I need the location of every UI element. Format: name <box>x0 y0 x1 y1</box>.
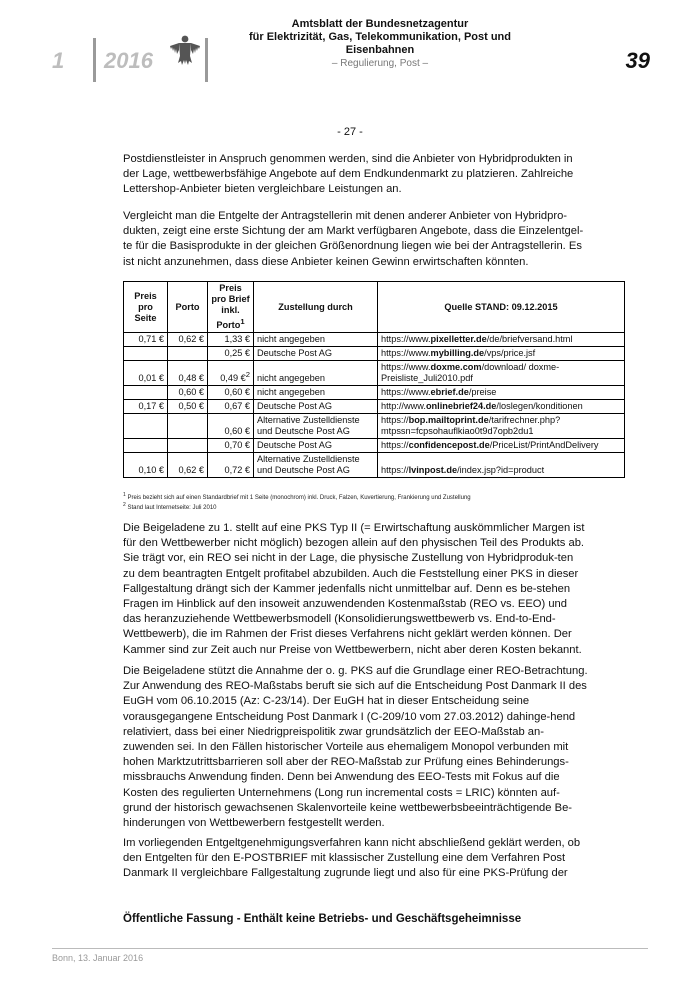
gazette-subtitle: – Regulierung, Post – <box>331 58 429 69</box>
section-heading: Öffentliche Fassung - Enthält keine Betriebs- und Geschäftsgeheimnisse <box>123 913 522 925</box>
price-per-letter-cell <box>208 400 254 414</box>
porto-cell: 0,62 € <box>168 453 208 478</box>
price-per-letter-cell <box>208 439 254 453</box>
footnote-text: Preis bezieht sich auf einen Standardbrief mit 1 Seite (monochrom) inkl. Druck, Falzen, Kuvertierung, Frankierung und Zustellung <box>125 495 471 501</box>
table-row <box>124 414 625 439</box>
price-per-page-cell: 0,17 € <box>124 400 168 414</box>
body-paragraph: Vergleicht man die Entgelte der Antragstellerin mit denen anderer Anbieter von Hybridpro-dukten, zeigt eine erste Sichtung der am Markt verfügbaren Angebote, dass die Einzelentgel-te für die Basisprodukte in der gleichen Größenordnung liegen wie bei der Antragstellerin. Es ist nicht anzunehmen, dass diese Anbieter keinen Gewinn erwirtschaften könnten. <box>123 210 584 268</box>
source-url-part: https:// <box>381 465 409 476</box>
source-url-cell <box>378 400 625 414</box>
column-header: Porto <box>168 282 208 333</box>
source-url-part: /de/briefversand.html <box>486 334 573 345</box>
column-header: Quelle STAND: 09.12.2015 <box>378 282 625 333</box>
price-comparison-table <box>123 281 625 478</box>
source-url-cell <box>378 386 625 400</box>
source-url-part: /tarifrechner.php? mtpssn=fcpsohauflkiao0t9d7opb2du1 <box>381 415 561 437</box>
price-per-letter-cell <box>208 347 254 361</box>
source-url-part: ebrief.de <box>430 387 469 398</box>
porto-cell: 0,62 € <box>168 333 208 347</box>
source-url-part: bop.mailtoprint.de <box>408 415 489 426</box>
footer-date: Bonn, 13. Januar 2016 <box>52 953 144 963</box>
porto-cell <box>168 414 208 439</box>
footnote-text: Stand laut Internetseite: Juli 2010 <box>125 505 217 511</box>
price-value: 0,60 € <box>224 426 250 437</box>
source-url-part: /preise <box>468 387 497 398</box>
source-url-part: https:// <box>381 415 409 426</box>
price-per-letter-cell <box>208 386 254 400</box>
delivery-cell: Deutsche Post AG <box>254 400 378 414</box>
delivery-cell: Alternative Zustelldienste und Deutsche Post AG <box>254 414 378 439</box>
delivery-cell: nicht angegeben <box>254 361 378 386</box>
body-paragraph: Die Beigeladene stützt die Annahme der o. g. PKS auf die Grundlage einer REO-Betrachtung. Zur Anwendung des REO-Maßstabs beruft sie sich auf die Entscheidung Post Danmark II des EuGH vom 06.10.2015 (Az: C-23/14). Der EuGH hat in dieser Entscheidung seine vorausgegangene Entscheidung Post Danmark I (C-209/10 vom 27.03.2012) dahinge-hend relativiert, dass bei einer Niedrigpreispolitik zwar grundsätzlich der EEO-Maßstab an-zuwenden sei. In den Fällen historischer Vorteile aus ehemaligem Monopol verbunden mit hohen Marktzutrittsbarrieren soll aber der REO-Maßstab zur Prüfung eines Behinderungs-missbrauchs Anwendung finden. Denn bei Anwendung des EEO-Tests mit Fokus auf die Kosten des regulierten Unternehmens (Long run incremental costs = LRIC) könnten auf-grund der historisch gewachsenen Skalenvorteile keine wettbewerbsbeeinträchtigende Be-hinderungen von Wettbewerbern festgestellt werden. <box>123 665 588 830</box>
table-footnotes <box>123 492 471 512</box>
federal-eagle-icon <box>169 34 201 70</box>
delivery-cell: nicht angegeben <box>254 333 378 347</box>
porto-cell: 0,48 € <box>168 361 208 386</box>
table-header-row <box>124 282 625 333</box>
source-url-part: /download/ doxme-Preisliste_Juli2010.pdf <box>381 362 560 384</box>
source-url-part: http://www. <box>381 401 426 412</box>
page-number: 39 <box>625 48 650 73</box>
source-url-cell <box>378 414 625 439</box>
price-per-page-cell: 0,01 € <box>124 361 168 386</box>
footnote-ref: 1 <box>240 317 245 326</box>
source-url-part: mybilling.de <box>430 348 485 359</box>
porto-cell <box>168 347 208 361</box>
footnote <box>123 502 471 512</box>
table-row <box>124 347 625 361</box>
issue-year: 2016 <box>104 48 153 73</box>
price-per-page-cell <box>124 386 168 400</box>
header-divider <box>93 38 96 82</box>
source-url-part: https://www. <box>381 387 431 398</box>
table-row <box>124 400 625 414</box>
price-value: 0,60 € <box>224 387 250 398</box>
price-value: 0,49 € <box>220 373 246 384</box>
source-url-cell <box>378 453 625 478</box>
price-value: 0,70 € <box>224 440 250 451</box>
page-marker: - 27 - <box>337 126 363 138</box>
footer-divider <box>52 948 648 949</box>
delivery-cell: Alternative Zustelldienste und Deutsche Post AG <box>254 453 378 478</box>
source-url-part: confidencepost.de <box>408 440 490 451</box>
source-url-part: doxme.com <box>430 362 482 373</box>
footnote-ref: 2 <box>245 370 250 379</box>
source-url-cell <box>378 333 625 347</box>
column-header-text: Preis pro Brief inkl. Porto <box>211 283 250 331</box>
body-paragraph: Im vorliegenden Entgeltgenehmigungsverfahren kann nicht abschließend geklärt werden, ob den Entgelten für den E-POSTBRIEF mit klassischer Zustellung eine dem Verfahren Post Danmark II vergleichbare Fallgestaltung zugrunde liegt und also für eine PKS-Prüfung der <box>123 837 581 880</box>
price-value: 0,67 € <box>224 401 250 412</box>
source-url-cell <box>378 439 625 453</box>
column-header: Zustellung durch <box>254 282 378 333</box>
porto-cell <box>168 439 208 453</box>
delivery-cell: Deutsche Post AG <box>254 439 378 453</box>
source-url-part: /loslegen/konditionen <box>496 401 583 412</box>
price-per-letter-cell <box>208 414 254 439</box>
body-paragraph: Die Beigeladene zu 1. stellt auf eine PKS Typ II (= Erwirtschaftung auskömmlicher Margen ist für den Wettbewerber nicht möglich) bezogen allein auf den physischen Teil des Produkts ab. Sie trägt vor, ein REO sei nicht in der Lage, die physische Zustellung von Hybridproduk-ten zu dem beantragten Entgelt profitabel abzubilden. Auch die Feststellung einer PKS in dieser Fallgestaltung drängt sich der Kammer jedenfalls nicht unmittelbar auf. Denn es be-stehen Fragen im Hinblick auf den insoweit anzuwendenden Kostenmaßstab (REO vs. EEO) und das heranzuziehende Wettbewerbsmodell (Konsolidierungswettbewerb vs. End-to-End-Wettbewerb), die im Rahmen der Frist dieses Verfahrens nicht geklärt werden können. Der Kammer sind zur Zeit auch nur Preise von Wettbewerbern, nicht aber deren Kosten bekannt. <box>123 522 585 656</box>
issue-number: 1 <box>52 48 65 73</box>
gazette-title-line: für Elektrizität, Gas, Telekommunikation, Post und Eisenbahnen <box>248 31 511 56</box>
table-row <box>124 333 625 347</box>
source-url-part: onlinebrief24.de <box>425 401 497 412</box>
delivery-cell: nicht angegeben <box>254 386 378 400</box>
footnote-marker: 1 <box>123 492 126 498</box>
price-per-page-cell <box>124 347 168 361</box>
source-url-part: https:// <box>381 440 409 451</box>
price-per-page-cell: 0,71 € <box>124 333 168 347</box>
price-per-letter-cell <box>208 453 254 478</box>
table-row <box>124 386 625 400</box>
table-row <box>124 439 625 453</box>
price-per-letter-cell <box>208 333 254 347</box>
column-header <box>208 282 254 333</box>
source-url-part: lvinpost.de <box>408 465 458 476</box>
body-paragraph: Postdienstleister in Anspruch genommen werden, sind die Anbieter von Hybridprodukten in der Lage, wettbewerbsfähige Angebote auf dem Endkundenmarkt zu platzieren. Zahlreiche Lettershop-Anbieter bieten vergleichbare Leistungen an. <box>123 153 574 196</box>
table-row <box>124 361 625 386</box>
source-url-cell <box>378 347 625 361</box>
gazette-title-line: Amtsblatt der Bundesnetzagentur <box>291 18 469 30</box>
footnote <box>123 492 471 502</box>
price-value: 1,33 € <box>224 334 250 345</box>
gazette-title <box>220 18 540 57</box>
delivery-cell: Deutsche Post AG <box>254 347 378 361</box>
source-url-part: pixelletter.de <box>430 334 487 345</box>
source-url-part: https://www. <box>381 334 431 345</box>
source-url-part: /index.jsp?id=product <box>457 465 545 476</box>
header-divider <box>205 38 208 82</box>
price-per-page-cell: 0,10 € <box>124 453 168 478</box>
source-url-part: /vps/price.jsf <box>484 348 536 359</box>
price-per-page-cell <box>124 414 168 439</box>
source-url-part: /PriceList/PrintAndDelivery <box>489 440 599 451</box>
porto-cell: 0,60 € <box>168 386 208 400</box>
price-per-page-cell <box>124 439 168 453</box>
column-header: Preis pro Seite <box>124 282 168 333</box>
price-per-letter-cell <box>208 361 254 386</box>
source-url-part: https://www. <box>381 362 431 373</box>
porto-cell: 0,50 € <box>168 400 208 414</box>
source-url-part: https://www. <box>381 348 431 359</box>
price-value: 0,25 € <box>224 348 250 359</box>
price-value: 0,72 € <box>224 465 250 476</box>
source-url-cell <box>378 361 625 386</box>
table-row <box>124 453 625 478</box>
footnote-marker: 2 <box>123 502 126 508</box>
